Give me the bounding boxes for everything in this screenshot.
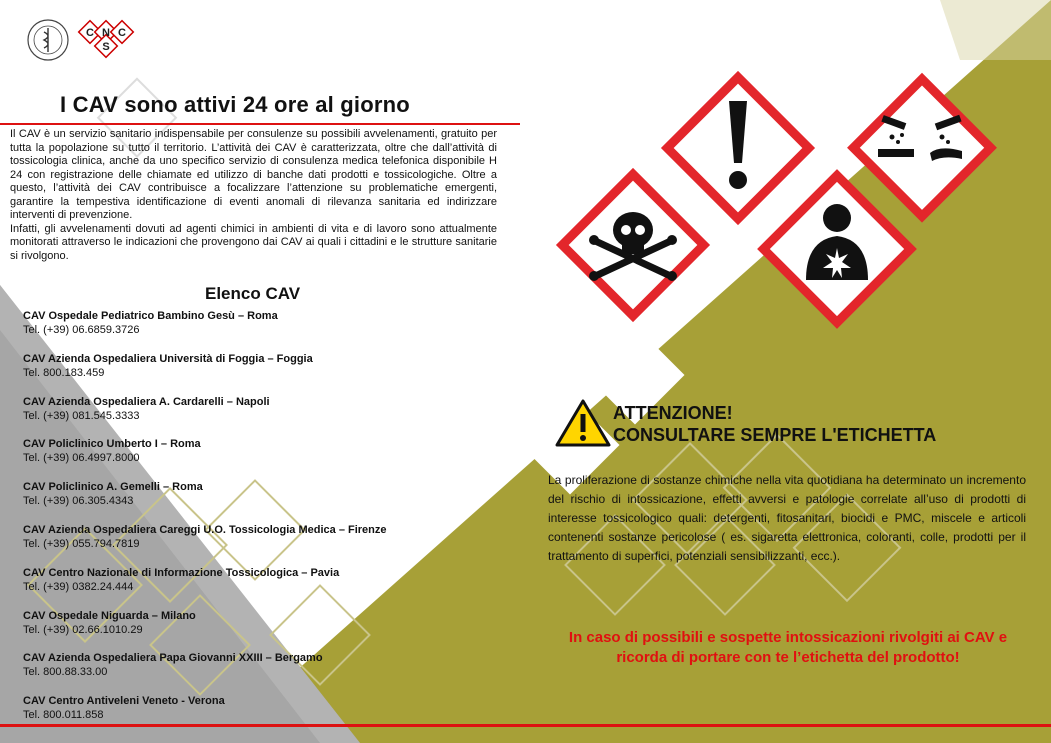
cav-name: CAV Policlinico A. Gemelli – Roma	[23, 481, 203, 494]
title-divider	[0, 123, 520, 125]
cav-name: CAV Azienda Ospedaliera Careggi U.O. Tossicologia Medica – Firenze	[23, 523, 387, 536]
intro-paragraph-2: Infatti, gli avvelenamenti dovuti ad agenti chimici in ambienti di vita e di lavoro sono attualmente monitorati attraverso le indicazioni che provengono dai CAV ai quali i cittadini e le strutture sanitarie si rivolgono.	[10, 222, 497, 262]
cav-name: CAV Ospedale Niguarda – Milano	[23, 609, 196, 622]
cav-phone: Tel. 800.183.459	[23, 366, 105, 379]
cav-phone: Tel. (+39) 0382.24.444	[23, 580, 134, 593]
cav-name: CAV Policlinico Umberto I – Roma	[23, 438, 201, 451]
list-item	[23, 694, 503, 737]
cav-phone: Tel. 800.88.33.00	[23, 666, 108, 679]
list-item	[23, 566, 503, 609]
light-olive-triangle	[940, 0, 1051, 60]
cav-name: CAV Azienda Ospedaliera Università di Foggia – Foggia	[23, 352, 313, 365]
skull-crossbones-pictogram	[548, 160, 718, 330]
iss-seal-logo	[26, 18, 70, 62]
list-item	[23, 352, 503, 395]
list-item	[23, 309, 503, 352]
list-item	[23, 395, 503, 438]
callout-text: In caso di possibili e sospette intossicazioni rivolgiti ai CAV e ricorda di portare con te l’etichetta del prodotto!	[568, 629, 1008, 666]
cav-phone: Tel. (+39) 06.6859.3726	[23, 324, 140, 336]
cav-list-title: Elenco CAV	[205, 284, 301, 303]
page-title: I CAV sono attivi 24 ore al giorno	[60, 92, 410, 117]
health-hazard-pictogram	[748, 160, 926, 338]
cav-phone: Tel. (+39) 055.794.7819	[23, 537, 140, 550]
attention-line-2: CONSULTARE SEMPRE L'ETICHETTA	[613, 425, 937, 445]
cnsc-letter-4: C	[118, 27, 126, 39]
list-item	[23, 523, 503, 566]
cav-name: CAV Centro Antiveleni Veneto - Verona	[23, 695, 225, 708]
intro-paragraph-1: Il CAV è un servizio sanitario indispensabile per consulenze su possibili avvelenamenti, gratuito per tutta la popolazione su tutto il territorio. L’attività dei CAV è caratterizzata, oltre che dall’attività di tossicologia clinica, anche da uno specifico servizio di consulenza medica telefonica disponibile H 24 con registrazione delle chiamate ed utilizzo di banche dati prodotti e tossicologiche. Oltre a questo, l’attività dei CAV contribuisce a focalizzare l’attenzione su problematiche emergenti, garantire la tempestiva identificazione di eventi anomali di rilevanza sanitaria ed indirizzare interventi di prevenzione.	[10, 128, 497, 221]
attention-line-1: ATTENZIONE!	[613, 403, 733, 423]
cav-phone: Tel. (+39) 081.545.3333	[23, 409, 140, 422]
cnsc-letter-2: N	[102, 27, 110, 39]
cav-name: CAV Centro Nazionale di Informazione Tossicologica – Pavia	[23, 566, 340, 579]
attention-heading	[613, 402, 936, 446]
warning-triangle-icon	[555, 398, 611, 448]
cav-phone: Tel. (+39) 06.4997.8000	[23, 452, 140, 465]
list-item	[23, 609, 503, 652]
cav-phone: Tel. (+39) 06.305.4343	[23, 495, 134, 508]
list-item	[23, 651, 503, 694]
intro-text	[10, 128, 497, 263]
cav-phone: Tel. 800.011.858	[23, 709, 104, 722]
cav-list	[23, 309, 503, 737]
cnsc-letter-1: C	[86, 27, 94, 39]
cav-phone: Tel. (+39) 02.66.1010.29	[23, 623, 143, 636]
cav-name: CAV Ospedale Pediatrico Bambino Gesù – Roma	[23, 310, 278, 322]
bottom-divider	[0, 724, 1051, 727]
list-item	[23, 437, 503, 480]
cav-name: CAV Azienda Ospedaliera Papa Giovanni XXIII – Bergamo	[23, 652, 323, 665]
cnsc-letter-3: S	[102, 41, 110, 53]
list-item	[23, 480, 503, 523]
cnsc-logo	[76, 16, 136, 62]
cav-name: CAV Azienda Ospedaliera A. Cardarelli – Napoli	[23, 395, 270, 408]
body-paragraph: La proliferazione di sostanze chimiche nella vita quotidiana ha determinato un incremento del rischio di intossicazione, effetti avversi e patologie correlate all’uso di prodotti di interesse tossicologico quali: detergenti, fitosanitari, biocidi e PMC, miscele e articoli contenenti sostanze pericolose ( es. sigaretta elettronica, coloranti, colle, prodotti per il trattamento di superfici, potenziali sensibilizzanti, ecc.).	[548, 473, 1026, 563]
